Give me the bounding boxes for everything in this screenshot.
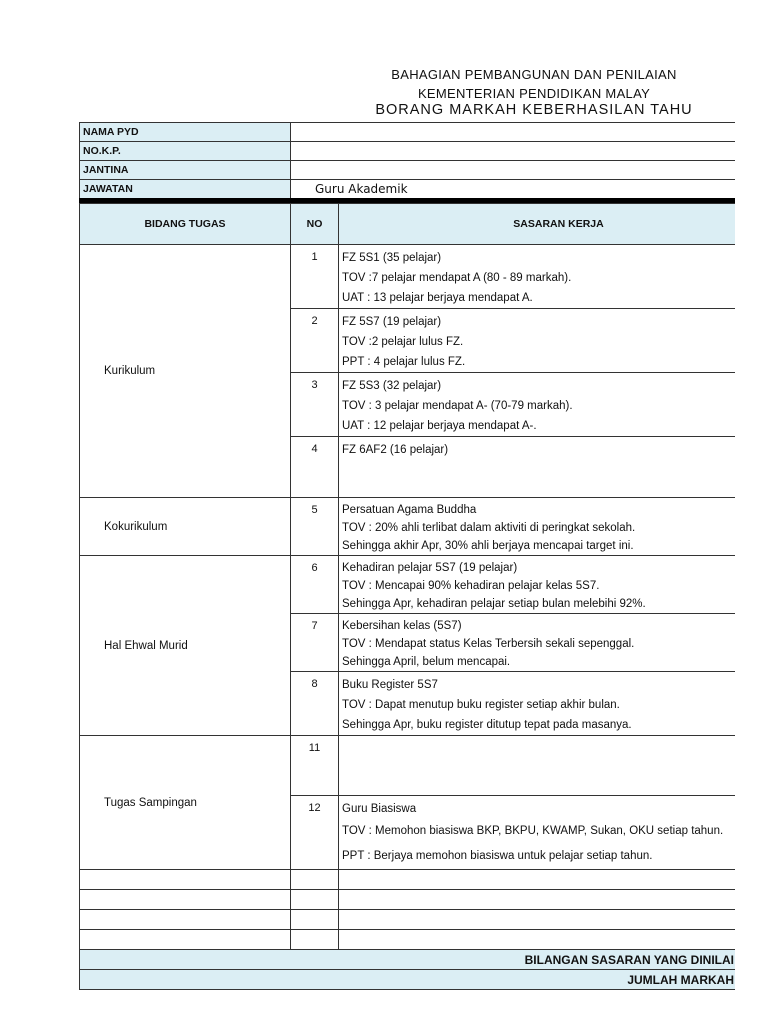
empty-cell[interactable] bbox=[291, 890, 339, 910]
sasaran-cell[interactable] bbox=[339, 373, 736, 437]
sasaran-line: TOV : Dapat menutup buku register setiap akhir bulan. bbox=[342, 699, 620, 711]
jawatan-field[interactable]: Guru Akademik bbox=[291, 180, 736, 199]
table-row bbox=[80, 245, 736, 309]
sasaran-cell[interactable] bbox=[339, 309, 736, 373]
empty-cell[interactable] bbox=[80, 910, 291, 930]
jantina-field[interactable] bbox=[291, 161, 736, 180]
sasaran-cell[interactable] bbox=[339, 245, 736, 309]
sasaran-line: Buku Register 5S7 bbox=[342, 679, 438, 691]
sasaran-line: UAT : 13 pelajar berjaya mendapat A. bbox=[342, 292, 533, 304]
sasaran-line: Guru Biasiswa bbox=[342, 803, 417, 815]
sasaran-cell[interactable] bbox=[339, 796, 736, 870]
form-title: BORANG MARKAH KEBERHASILAN TAHU bbox=[375, 102, 693, 118]
table-header-row bbox=[80, 204, 736, 245]
sasaran-line: TOV : 20% ahli terlibat dalam aktiviti di peringkat sekolah. bbox=[342, 522, 636, 534]
header-sasaran-kerja: SASARAN KERJA bbox=[339, 204, 736, 245]
table-row bbox=[80, 556, 736, 614]
jumlah-markah-text: JUMLAH MARKAH bbox=[627, 972, 734, 987]
empty-cell[interactable] bbox=[291, 910, 339, 930]
row-no: 2 bbox=[291, 309, 339, 373]
row-no: 4 bbox=[291, 437, 339, 498]
bilangan-sasaran-text: BILANGAN SASARAN YANG DINILAI bbox=[524, 952, 734, 967]
sasaran-cell[interactable] bbox=[339, 556, 736, 614]
header-no: NO bbox=[291, 204, 339, 245]
jantina-label: JANTINA bbox=[80, 161, 291, 180]
row-no: 5 bbox=[291, 498, 339, 556]
sasaran-line: PPT : 4 pelajar lulus FZ. bbox=[342, 356, 466, 368]
bilangan-sasaran-label bbox=[80, 950, 736, 970]
empty-cell[interactable] bbox=[339, 930, 736, 950]
empty-cell[interactable] bbox=[291, 930, 339, 950]
bidang-kokurikulum: Kokurikulum bbox=[80, 498, 291, 556]
sasaran-line: Kehadiran pelajar 5S7 (19 pelajar) bbox=[342, 562, 518, 574]
row-no: 1 bbox=[291, 245, 339, 309]
empty-cell[interactable] bbox=[80, 870, 291, 890]
table-row bbox=[80, 890, 736, 910]
header-bidang-tugas: BIDANG TUGAS bbox=[80, 204, 291, 245]
bidang-hal-ehwal-murid: Hal Ehwal Murid bbox=[80, 556, 291, 736]
info-row-nama bbox=[80, 123, 736, 142]
sasaran-cell[interactable] bbox=[339, 736, 736, 796]
sasaran-line: TOV : Mencapai 90% kehadiran pelajar kelas 5S7. bbox=[342, 580, 600, 592]
jawatan-label: JAWATAN bbox=[80, 180, 291, 199]
sasaran-cell[interactable] bbox=[339, 614, 736, 672]
sasaran-line: FZ 6AF2 (16 pelajar) bbox=[342, 444, 449, 456]
table-row bbox=[80, 870, 736, 890]
sasaran-line: TOV : Mendapat status Kelas Terbersih sekali sepenggal. bbox=[342, 638, 635, 650]
empty-cell[interactable] bbox=[339, 890, 736, 910]
row-no: 11 bbox=[291, 736, 339, 796]
row-no: 12 bbox=[291, 796, 339, 870]
empty-cell[interactable] bbox=[80, 930, 291, 950]
row-no: 8 bbox=[291, 672, 339, 736]
sasaran-line: UAT : 12 pelajar berjaya mendapat A-. bbox=[342, 420, 537, 432]
sasaran-line: TOV :2 pelajar lulus FZ. bbox=[342, 336, 464, 348]
empty-cell[interactable] bbox=[80, 890, 291, 910]
info-row-jawatan bbox=[80, 180, 736, 199]
sasaran-line: Sehingga akhir Apr, 30% ahli berjaya mencapai target ini. bbox=[342, 540, 634, 552]
sasaran-line: FZ 5S7 (19 pelajar) bbox=[342, 316, 442, 328]
empty-cell[interactable] bbox=[339, 870, 736, 890]
empty-cell[interactable] bbox=[339, 910, 736, 930]
header-division: BAHAGIAN PEMBANGUNAN DAN PENILAIAN bbox=[391, 67, 677, 82]
header-ministry: KEMENTERIAN PENDIDIKAN MALAY bbox=[417, 86, 651, 101]
row-no: 7 bbox=[291, 614, 339, 672]
nama-pyd-field[interactable] bbox=[291, 123, 736, 142]
bidang-tugas-sampingan: Tugas Sampingan bbox=[80, 736, 291, 870]
sasaran-cell[interactable] bbox=[339, 672, 736, 736]
table-row bbox=[80, 736, 736, 796]
sasaran-line: TOV :7 pelajar mendapat A (80 - 89 markah). bbox=[342, 272, 572, 284]
row-no: 6 bbox=[291, 556, 339, 614]
table-row bbox=[80, 498, 736, 556]
sasaran-cell[interactable] bbox=[339, 437, 736, 498]
sasaran-line: PPT : Berjaya memohon biasiswa untuk pelajar setiap tahun. bbox=[342, 850, 653, 862]
empty-cell[interactable] bbox=[291, 870, 339, 890]
info-row-jantina bbox=[80, 161, 736, 180]
sasaran-line: Kebersihan kelas (5S7) bbox=[342, 620, 462, 632]
sasaran-line: TOV : 3 pelajar mendapat A- (70-79 markah). bbox=[342, 400, 573, 412]
sasaran-line: Sehingga Apr, buku register ditutup tepat pada masanya. bbox=[342, 719, 632, 731]
jumlah-markah-label bbox=[80, 970, 736, 990]
sasaran-line: Sehingga Apr, kehadiran pelajar setiap bulan melebihi 92%. bbox=[342, 598, 646, 610]
bidang-kurikulum: Kurikulum bbox=[80, 245, 291, 498]
sasaran-line: Persatuan Agama Buddha bbox=[342, 504, 477, 516]
row-no: 3 bbox=[291, 373, 339, 437]
sasaran-line: FZ 5S1 (35 pelajar) bbox=[342, 252, 442, 264]
sasaran-line: Sehingga April, belum mencapai. bbox=[342, 656, 511, 668]
info-row-nokp bbox=[80, 142, 736, 161]
footer-row-bilangan bbox=[80, 950, 736, 970]
footer-row-jumlah bbox=[80, 970, 736, 990]
no-kp-label: NO.K.P. bbox=[80, 142, 291, 161]
personal-info-table bbox=[79, 122, 735, 199]
no-kp-field[interactable] bbox=[291, 142, 736, 161]
table-row bbox=[80, 930, 736, 950]
sasaran-line: TOV : Memohon biasiswa BKP, BKPU, KWAMP, Sukan, OKU setiap tahun. bbox=[342, 825, 724, 837]
table-row bbox=[80, 910, 736, 930]
sasaran-line: FZ 5S3 (32 pelajar) bbox=[342, 380, 442, 392]
sasaran-cell[interactable] bbox=[339, 498, 736, 556]
nama-pyd-label: NAMA PYD bbox=[80, 123, 291, 142]
sasaran-kerja-table bbox=[79, 203, 735, 990]
